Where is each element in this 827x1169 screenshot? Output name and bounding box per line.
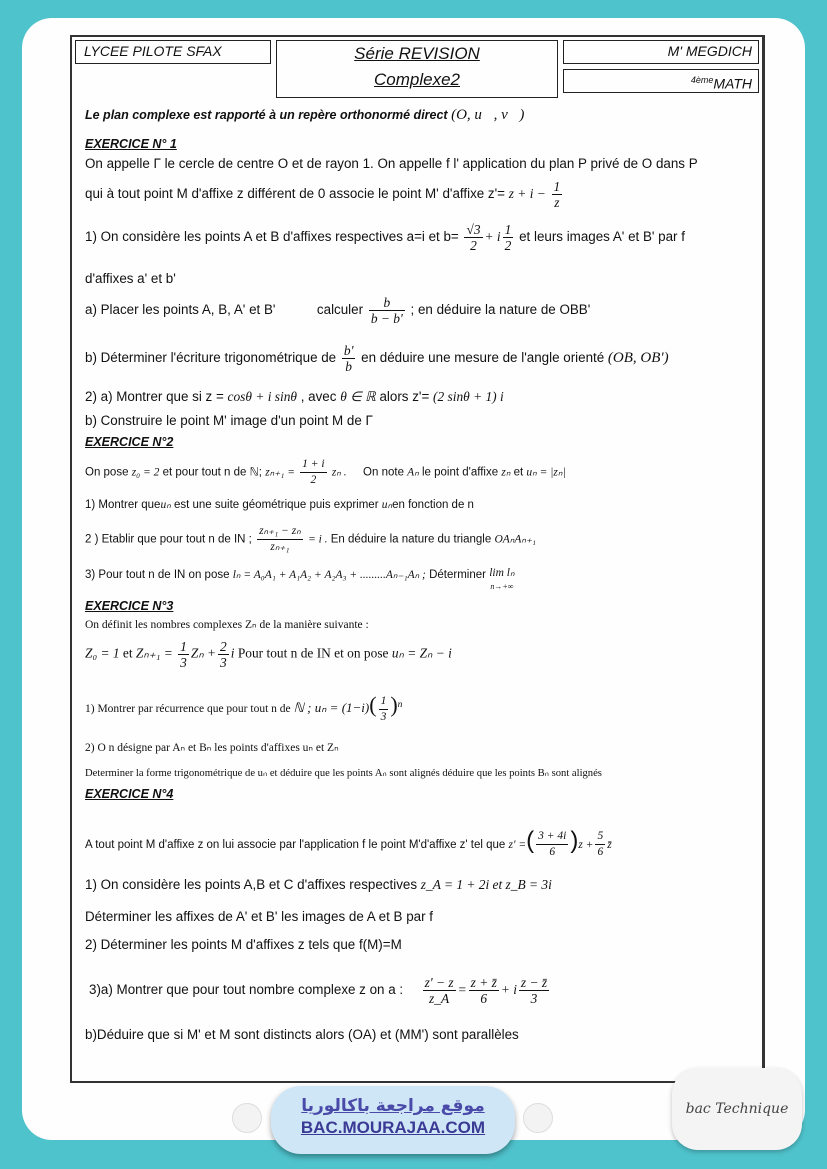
fraction-1-plus-i-over-2: $\frac{1 + i}{2}$ [302,458,325,486]
ex1-line1: On appelle Γ le cercle de centre O et de rayon 1. On appelle f l' application du plan P privé de O dans P [85,156,698,171]
ex1-line5-a: a) Placer les points A, B, A' et B' [85,302,276,318]
arabic-site-name[interactable]: موقع مراجعة باكالوريا [301,1096,485,1116]
fraction-b-over-b-minus-bprime: $\frac{b}{b - b'}$ [370,295,403,326]
ex2-line1 [85,457,566,488]
ex1-line6 [85,343,669,374]
ex3-line2-math3: uₙ = Zₙ − i [391,645,452,661]
topic-title: Complexe2 [374,70,460,89]
ex2-line3 [85,524,536,555]
intro-text: Le plan complexe est rapporté à un repère orthonormé direct [85,108,448,122]
ex3-line3: 1) Montrer par récurrence que pour tout n de ℕ ; uₙ = (1−i)( $\frac{1}{3}$ )$^n$ [85,692,403,723]
ex1-angle: (OB, OB') [607,350,669,367]
ex1-line3: 1) On considère les points A et B d'affixes respectives a=i et b= $\frac{√3}{2}$ + i $\frac{1}{2}$ et leurs images A' et B' par f [85,222,685,253]
ex1-line8: b) Construire le point M' image d'un point M de Γ [85,413,373,428]
ex3-line3-math: ℕ ; uₙ = (1−i) [293,700,370,715]
ex1-title: EXERCICE N° 1 [85,137,177,151]
class-name: MATH [713,75,752,92]
ex4-line1-math: z' = [508,839,527,851]
class-box [563,69,759,93]
fraction-3-plus-4i-over-6: $\frac{3 + 4i}{6}$ [538,830,567,859]
ex2-line1-e: et [513,466,524,479]
title-box [276,40,558,98]
ex4-line5: 3)a) Montrer que pour tout nombre complexe z on a : $\frac{z' - z}{z\_A}$ = $\frac{z + z̄}{6}$ + i $\frac{z - z̄}{3}$ [89,975,548,1006]
ex1-line7-math2: θ ∈ ℝ [340,389,376,404]
ex2-line4 [85,567,515,593]
ex2-limit: lim lₙ [489,567,515,579]
intro-line [85,107,524,124]
ex2-line1-math3: zₙ . [331,466,347,479]
fraction-2-over-3: $\frac{2}{3}$ [220,639,227,670]
teacher-box [563,40,759,64]
ex1-line4: d'affixes a' et b' [85,271,176,286]
teacher-name: M' MEGDICH [667,43,752,59]
ex4-line6: b)Déduire que si M' et M sont distincts alors (OA) et (MM') sont parallèles [85,1027,519,1042]
fraction-1-over-z: $\frac{1}{z}$ [553,179,561,210]
ex3-line2-math: Z₀ = 1 [85,645,120,661]
ex4-line1-a: A tout point M d'affixe z on lui associe par l'application f le point M'd'affixe z' tel que [85,839,506,851]
ex1-line7-math: cosθ + i sinθ [227,389,297,404]
ex1-line7 [85,389,504,405]
ex2-limit-sub: n→+∞ [490,582,514,591]
ex1-line7-b: , avec [300,389,337,404]
ex1-line6-b: en déduire une mesure de l'angle orienté [361,350,605,366]
ex1-line7-c: alors z'= [379,389,430,404]
ex2-line3-b: En déduire la nature du triangle [330,533,492,546]
ex4-line3: Déterminer les affixes de A' et B' les images de A et B par f [85,909,433,924]
ex2-line1-a: On pose [85,466,129,479]
ex2-line2-c: en fonction de n [392,499,474,511]
site-badge[interactable] [271,1086,515,1154]
ex2-line4-b: Déterminer [429,569,486,581]
ex4-line2-a: 1) On considère les points A,B et C d'affixes respectives [85,877,418,892]
ex2-line1-math6: uₙ = |zₙ| [526,466,566,479]
ex2-line1-d: le point d'affixe [421,466,499,479]
fraction-z-plus-zbar-over-6: $\frac{z + z̄}{6}$ [470,975,497,1006]
left-logo-icon [232,1103,262,1133]
fraction-sqrt3-over-2: $\frac{√3}{2}$ [466,222,481,253]
school-name: LYCEE PILOTE SFAX [84,43,222,59]
fraction-zn-ratio: $\frac{\text{zₙ₊₁ − zₙ}}{\text{zₙ₊₁}}$ [259,525,301,553]
ex3-title: EXERCICE N°3 [85,599,174,613]
ex2-line2-math2: uₙ [381,499,393,511]
fraction-zprime-minus-z-over-zA: $\frac{z' - z}{z\_A}$ [424,975,454,1006]
ex2-line1-math: z₀ = 2 [131,466,160,479]
ex2-line1-c: On note [363,466,404,479]
ex3-line1: On définit les nombres complexes Zₙ de la manière suivante : [85,619,369,631]
ex3-line5: Determiner la forme trigonométrique de uₙ et déduire que les points Aₙ sont alignés déduire que les points Bₙ sont alignés [85,768,602,779]
ex3-line2-math2: Zₙ₊₁ = [135,645,173,661]
ex1-line3-text: 1) On considère les points A et B d'affixes respectives a=i et b= [85,229,459,245]
ex1-line7-math3: (2 sinθ + 1) i [433,389,504,404]
ex2-line2 [85,497,474,511]
ex2-line2-b: est une suite géométrique puis exprimer [173,499,379,511]
ex1-line2-text: qui à tout point M d'affixe z différent de 0 associe le point M' d'affixe z'= [85,186,506,202]
ex1-line6-a: b) Déterminer l'écriture trigonométrique de [85,350,337,366]
ex2-line4-math: lₙ = A₀A₁ + A₁A₂ + A₂A₃ + .........Aₙ₋₁Aₙ ; [232,569,426,581]
ex1-line3-end: et leurs images A' et B' par f [519,229,685,245]
fraction-1-over-2: $\frac{1}{2}$ [504,222,512,253]
fraction-1-over-3: $\frac{1}{3}$ [180,639,187,670]
ex4-line5-a: 3)a) Montrer que pour tout nombre complexe z on a : [89,982,404,998]
school-box [75,40,271,64]
ex3-line3-a: 1) Montrer par récurrence que pour tout n de [85,703,291,715]
ex4-line2 [85,877,552,893]
ex1-line5 [85,295,590,326]
fraction-1-over-3-power: $\frac{1}{3}$ [380,694,387,723]
right-logo-icon [523,1103,553,1133]
bac-technique-logo: bac Technique [672,1068,802,1150]
ex2-line3-math2: OAₙAₙ₊₁ [494,533,537,546]
ex2-title: EXERCICE N°2 [85,435,174,449]
ex2-line1-math2: zₙ₊₁ = [265,466,295,479]
ex4-line1: A tout point M d'affixe z on lui associe par l'application f le point M'd'affixe z' tel que z' =( $\frac{3 + 4i}{6}$ )z + $\frac{5}{6}$ z̄ [85,827,612,859]
ex1-line5-c: ; en déduire la nature de OBB' [410,302,591,318]
ex2-line2-math: uₙ [160,499,171,511]
ex3-line2-b: Pour tout n de IN et on pose [237,645,389,661]
series-title: Série REVISION [354,44,480,63]
ex3-line4: 2) O n désigne par Aₙ et Bₙ les points d'affixes uₙ et Zₙ [85,742,339,754]
ex4-line2-math: z_A = 1 + 2i et z_B = 3i [420,877,552,892]
site-url[interactable]: BAC.MOURAJAA.COM [300,1118,486,1137]
ex2-line2-a: 1) Montrer que [85,499,161,511]
ex3-line2-a: et [122,645,133,661]
fraction-bprime-over-b: $\frac{b'}{b}$ [343,343,354,374]
class-superscript: 4ème [690,75,714,85]
ex4-line4: 2) Déterminer les points M d'affixes z tels que f(M)=M [85,937,402,952]
fraction-z-minus-zbar-over-3: $\frac{z - z̄}{3}$ [520,975,548,1006]
fraction-5-over-6: $\frac{5}{6}$ [597,830,604,859]
ex2-line4-a: 3) Pour tout n de IN on pose [85,569,230,581]
ex2-line1-math5: zₙ [501,466,511,479]
ex2-line1-b: et pour tout n de ℕ; [162,466,262,479]
exam-page [70,35,765,1083]
ex2-line3-a: 2 ) Etablir que pour tout n de IN ; [85,533,252,546]
ex4-title: EXERCICE N°4 [85,787,174,801]
ex1-line7-a: 2) a) Montrer que si z = [85,389,224,404]
intro-frame: (O, u⃗, v⃗) [451,107,525,123]
ex3-line2: Z₀ = 1 et Zₙ₊₁ = $\frac{1}{3}$ Zₙ + $\frac{2}{3}$ i Pour tout n de IN et on pose uₙ = Zₙ − i [85,639,452,670]
ex1-line5-b: calculer [316,302,364,318]
ex1-line2-math: z + i − [508,186,546,202]
ex2-line3-math: = i . [307,533,328,546]
ex1-line2 [85,179,564,210]
ex2-line1-math4: Aₙ [407,466,419,479]
